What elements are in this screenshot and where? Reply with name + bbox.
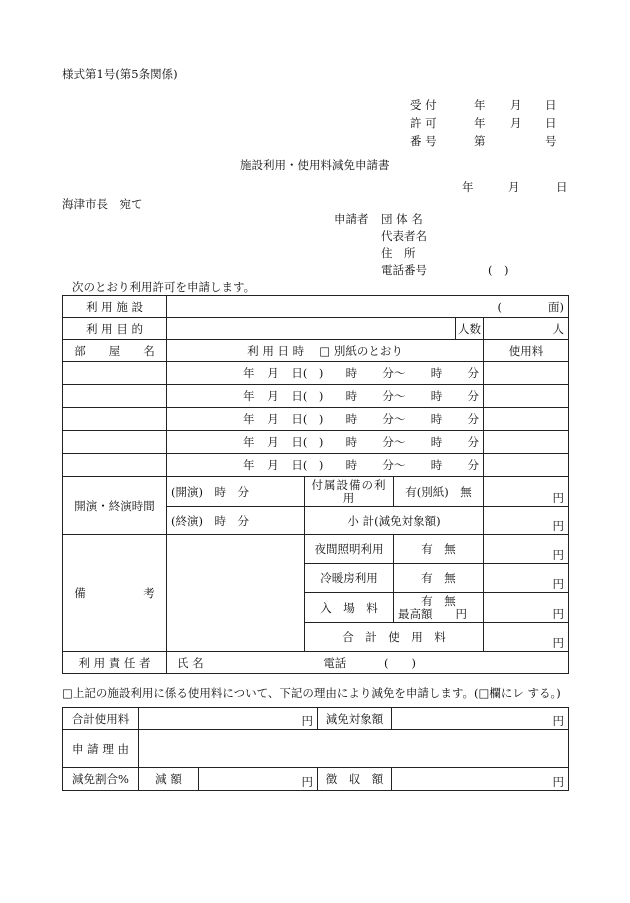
reduction-table (62, 707, 569, 791)
tr-year: 年 (243, 389, 255, 403)
receipt-label: 受 付 (410, 98, 437, 112)
purpose-label: 利 用 目 的 (63, 318, 167, 340)
datetime-field[interactable] (167, 385, 484, 408)
date-year: 年 (462, 180, 474, 194)
subtotal-label: 小 計(減免対象額) (305, 507, 484, 535)
tr-hour2: 時 (430, 389, 443, 403)
tel-label: 電話 (323, 655, 347, 670)
fee-field[interactable] (484, 408, 569, 431)
date-month: 月 (508, 180, 520, 194)
total-fee-label: 合計使用料 (63, 708, 139, 730)
yen-unit: 円 (552, 577, 565, 591)
tr-min2: 分 (467, 366, 479, 380)
rate-label: 減免割合% (63, 768, 139, 791)
collect-field[interactable] (392, 768, 569, 791)
total-fee-field[interactable] (139, 708, 318, 730)
yen-unit: 円 (301, 714, 313, 728)
yen-unit: 円 (552, 519, 565, 533)
yen-unit: 円 (552, 636, 565, 650)
yen-unit: 円 (552, 491, 565, 505)
tel-paren: ( ) (383, 655, 416, 670)
ac-value[interactable]: 有 無 (394, 564, 484, 593)
fee-field[interactable] (484, 431, 569, 454)
time-row (63, 408, 569, 431)
entry-max: 最高額 円 (398, 606, 467, 621)
phone-label: 電話番号 (381, 263, 427, 277)
tr-month: 月 (267, 458, 279, 472)
tr-min2: 分 (467, 412, 479, 426)
page-title: 施設利用・使用料減免申請書 (240, 158, 390, 172)
tr-month: 月 (267, 435, 279, 449)
representative-label: 代表者名 (381, 229, 427, 243)
tr-day: 日( ) (291, 412, 324, 426)
tr-hour1: 時 (345, 366, 358, 380)
tr-hour1: 時 (345, 435, 358, 449)
applicant-header: 申請者 (334, 212, 369, 226)
tr-day: 日( ) (291, 458, 324, 472)
tr-day: 日( ) (291, 435, 324, 449)
tr-hour2: 時 (430, 412, 443, 426)
number-label: 番 号 (410, 134, 437, 148)
entry-fee-amount[interactable] (484, 593, 569, 623)
fee-label: 使用料 (484, 340, 569, 362)
permit-label: 許 可 (410, 116, 437, 130)
tr-hour1: 時 (345, 389, 358, 403)
room-field[interactable] (63, 431, 167, 454)
tr-month: 月 (267, 366, 279, 380)
permit-month: 月 (510, 116, 522, 130)
entry-fee-label: 入 場 料 (305, 593, 394, 623)
responsible-field[interactable] (167, 652, 569, 674)
yen-unit: 円 (552, 607, 565, 621)
total-label: 合 計 使 用 料 (305, 623, 484, 652)
subtotal-fee[interactable] (484, 507, 569, 535)
tr-hour2: 時 (430, 435, 443, 449)
form-number: 様式第1号(第5条関係) (62, 67, 178, 81)
people-label: 人数 (456, 318, 484, 340)
tr-min1: 分〜 (382, 366, 406, 380)
datetime-field[interactable] (167, 408, 484, 431)
tr-min1: 分〜 (382, 412, 406, 426)
reduce-field[interactable] (199, 768, 318, 791)
yen-unit: 円 (552, 714, 564, 728)
application-table (62, 295, 569, 674)
night-light-label: 夜間照明利用 (305, 535, 394, 564)
yen-unit: 円 (301, 775, 313, 789)
equipment-label: 付属設備の利用 (305, 477, 394, 507)
collect-label: 徴 収 額 (318, 768, 392, 791)
permit-year: 年 (474, 116, 486, 130)
tr-day: 日( ) (291, 366, 324, 380)
entry-yes-no: 有 無 (421, 593, 456, 608)
fee-field[interactable] (484, 454, 569, 477)
date-day: 日 (556, 180, 568, 194)
datetime-field[interactable] (167, 362, 484, 385)
yen-unit: 円 (552, 775, 564, 789)
reduction-note: □上記の施設利用に係る使用料について、下記の理由により減免を申請します。(□欄にレ する。) (62, 686, 561, 700)
intro-text: 次のとおり利用許可を申請します。 (72, 280, 256, 294)
datetime-label: 利 用 日 時 □ 別紙のとおり (167, 340, 484, 362)
fee-field[interactable] (484, 385, 569, 408)
tr-day: 日( ) (291, 389, 324, 403)
ac-fee[interactable] (484, 564, 569, 593)
tr-min2: 分 (467, 389, 479, 403)
target-label: 減免対象額 (318, 708, 392, 730)
tr-hour1: 時 (345, 458, 358, 472)
equipment-fee[interactable] (484, 477, 569, 507)
room-field[interactable] (63, 408, 167, 431)
datetime-field[interactable] (167, 454, 484, 477)
room-field[interactable] (63, 385, 167, 408)
tr-year: 年 (243, 458, 255, 472)
tr-hour2: 時 (430, 458, 443, 472)
tr-min1: 分〜 (382, 435, 406, 449)
address-label: 住 所 (381, 246, 416, 260)
purpose-field[interactable] (167, 318, 456, 340)
number-suffix: 号 (545, 134, 557, 148)
tr-year: 年 (243, 366, 255, 380)
tr-min2: 分 (467, 435, 479, 449)
fee-field[interactable] (484, 362, 569, 385)
room-field[interactable] (63, 362, 167, 385)
number-prefix: 第 (474, 134, 486, 148)
tr-min2: 分 (467, 458, 479, 472)
receipt-month: 月 (510, 98, 522, 112)
receipt-year: 年 (474, 98, 486, 112)
phone-paren: ( ) (488, 263, 509, 277)
target-field[interactable] (392, 708, 569, 730)
entry-fee-value[interactable] (394, 593, 484, 623)
remarks-field[interactable] (167, 535, 305, 652)
time-row (63, 362, 569, 385)
reason-label: 申 請 理 由 (63, 730, 139, 768)
tr-hour1: 時 (345, 412, 358, 426)
tr-min1: 分〜 (382, 458, 406, 472)
time-row (63, 454, 569, 477)
tr-year: 年 (243, 412, 255, 426)
tr-min1: 分〜 (382, 389, 406, 403)
tr-month: 月 (267, 412, 279, 426)
reason-field[interactable] (139, 730, 569, 768)
room-label: 部 屋 名 (63, 340, 167, 362)
night-light-fee[interactable] (484, 535, 569, 564)
time-row (63, 385, 569, 408)
yen-unit: 円 (552, 548, 565, 562)
performance-label: 開演・終演時間 (63, 477, 167, 535)
ac-label: 冷暖房利用 (305, 564, 394, 593)
people-field[interactable]: 人 (484, 318, 569, 340)
time-row (63, 431, 569, 454)
night-light-value[interactable]: 有 無 (394, 535, 484, 564)
facility-label: 利 用 施 設 (63, 296, 167, 318)
tr-hour2: 時 (430, 366, 443, 380)
addressee: 海津市長 宛て (62, 197, 143, 211)
name-label: 氏 名 (177, 655, 204, 670)
facility-area[interactable]: ( 面) (167, 296, 569, 318)
permit-day: 日 (545, 116, 557, 130)
room-field[interactable] (63, 454, 167, 477)
reduce-label: 減 額 (139, 768, 199, 791)
open-time-field[interactable]: (開演) 時 分 (167, 477, 305, 507)
tr-month: 月 (267, 389, 279, 403)
group-name-label: 団 体 名 (381, 212, 423, 226)
close-time-field[interactable]: (終演) 時 分 (167, 507, 305, 535)
datetime-field[interactable] (167, 431, 484, 454)
responsible-label: 利 用 責 任 者 (63, 652, 167, 674)
total-fee[interactable] (484, 623, 569, 652)
tr-year: 年 (243, 435, 255, 449)
remarks-label: 備 考 (63, 535, 167, 652)
receipt-day: 日 (545, 98, 557, 112)
equipment-value[interactable]: 有(別紙) 無 (394, 477, 484, 507)
